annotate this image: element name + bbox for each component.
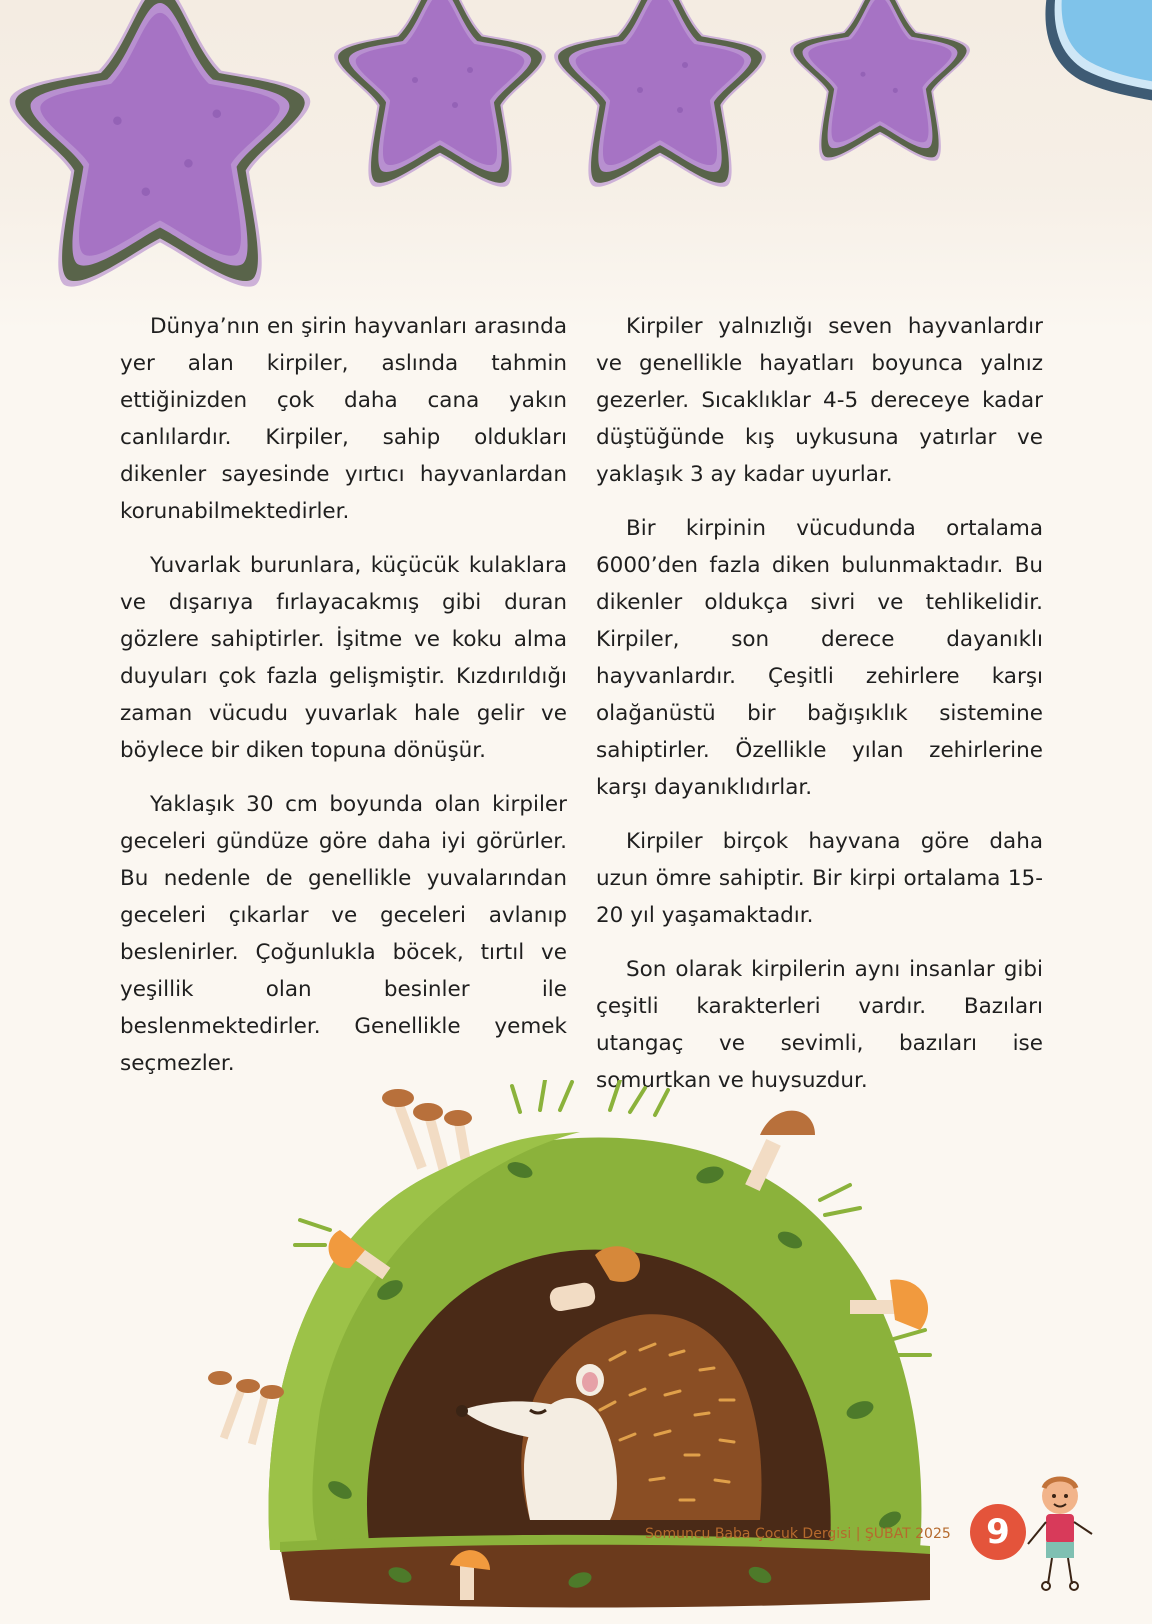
page-number: 9 — [970, 1504, 1026, 1560]
star-2 — [334, 0, 546, 187]
star-3 — [554, 0, 766, 187]
pool-decoration — [1040, 0, 1152, 130]
child-mascot-icon — [1022, 1474, 1122, 1614]
paragraph: Son olarak kirpilerin aynı insanlar gibi çeşitli karakterleri vardır. Bazıları utangaç ve sevimli, bazıları ise somurtkan ve huysuzdur. — [596, 957, 1043, 1093]
paragraph: Kirpiler birçok hayvana göre daha uzun ömre sahiptir. Bir kirpi ortalama 15-20 yıl yaşamaktadır. — [596, 829, 1043, 928]
paragraph: Dünya’nın en şirin hayvanları arasında yer alan kirpiler, aslında tahmin ettiğinizden çok daha cana yakın canlılardır. Kirpiler, sahip oldukları dikenler sayesinde yırtıcı hayvanlardan korunabilmektedirler. — [120, 314, 567, 524]
star-4 — [790, 0, 970, 161]
decorative-stars — [0, 0, 1152, 290]
magazine-footer: Somuncu Baba Çocuk Dergisi | ŞUBAT 2025 — [645, 1526, 951, 1542]
left-text-column — [120, 308, 567, 1099]
star-1 — [10, 0, 311, 287]
right-text-column — [596, 308, 1043, 1116]
paragraph: Bir kirpinin vücudunda ortalama 6000’den fazla diken bulunmaktadır. Bu dikenler oldukça sivri ve tehlikelidir. Kirpiler, son derece dayanıklı hayvanlardır. Çeşitli zehirlere karşı olağanüstü bir bağışıklık sistemine sahiptirler. Özellikle yılan zehirlerine karşı dayanıklıdırlar. — [596, 516, 1043, 800]
paragraph: Yuvarlak burunlara, küçücük kulaklara ve dışarıya fırlayacakmış gibi duran gözlere sahiptirler. İşitme ve koku alma duyuları çok fazla gelişmiştir. Kızdırıldığı zaman vücudu yuvarlak hale gelir ve böylece bir diken topuna dönüşür. — [120, 553, 567, 763]
hedgehog-burrow-illustration — [200, 1080, 1000, 1624]
paragraph: Kirpiler yalnızlığı seven hayvanlardır ve genellikle hayatları boyunca yalnız gezerler. Sıcaklıklar 4-5 dereceye kadar düştüğünde kış uykusuna yatırlar ve yaklaşık 3 ay kadar uyurlar. — [596, 314, 1043, 487]
paragraph: Yaklaşık 30 cm boyunda olan kirpiler geceleri gündüze göre daha iyi görürler. Bu nedenle de genellikle yuvalarından geceleri çıkarlar ve geceleri avlanıp beslenirler. Çoğunlukla böcek, tırtıl ve yeşillik olan besinler ile beslenmektedirler. Genellikle yemek seçmezler. — [120, 792, 567, 1076]
